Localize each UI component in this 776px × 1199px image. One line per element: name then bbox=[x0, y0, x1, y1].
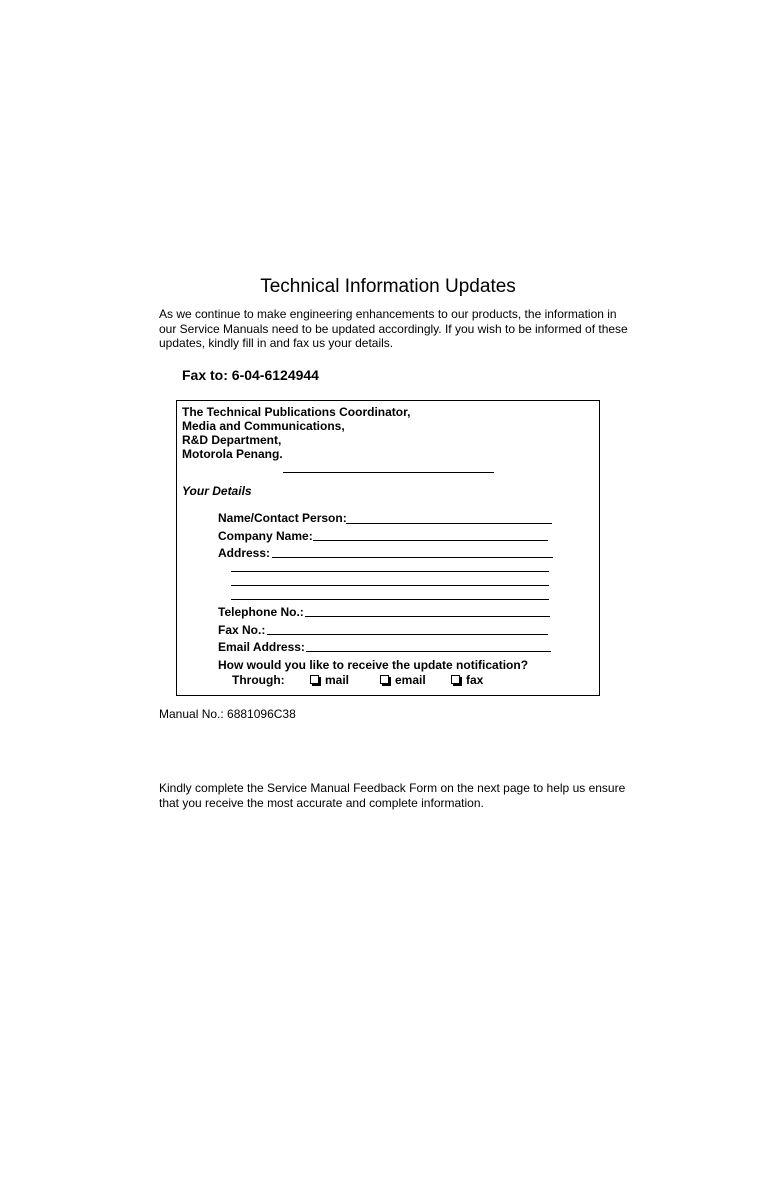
address-line: R&D Department, bbox=[182, 433, 282, 447]
address-label: Address: bbox=[218, 546, 271, 560]
address-field-line-1[interactable] bbox=[272, 557, 553, 558]
option-mail[interactable] bbox=[310, 673, 349, 687]
recipient-address bbox=[182, 405, 410, 461]
address-field-line-4[interactable] bbox=[231, 599, 549, 600]
address-line: The Technical Publications Coordinator, bbox=[182, 405, 411, 419]
manual-number: Manual No.: 6881096C38 bbox=[159, 707, 296, 721]
option-email[interactable] bbox=[380, 673, 426, 687]
fax-field[interactable] bbox=[267, 634, 548, 635]
divider bbox=[283, 472, 494, 473]
name-field[interactable] bbox=[346, 523, 552, 524]
address-field-line-3[interactable] bbox=[231, 585, 549, 586]
checkbox-icon[interactable] bbox=[380, 675, 389, 684]
option-fax[interactable] bbox=[451, 673, 483, 687]
closing-paragraph bbox=[159, 781, 629, 810]
your-details-heading: Your Details bbox=[182, 484, 252, 498]
address-field-line-2[interactable] bbox=[231, 571, 549, 572]
intro-line: updates, kindly fill in and fax us your details. bbox=[159, 336, 394, 350]
fax-label: Fax No.: bbox=[218, 623, 266, 637]
email-field[interactable] bbox=[306, 651, 551, 652]
option-label: mail bbox=[325, 673, 350, 687]
address-line: Media and Communications, bbox=[182, 419, 345, 433]
checkbox-icon[interactable] bbox=[451, 675, 460, 684]
through-label: Through: bbox=[232, 673, 285, 687]
fax-number-heading: Fax to: 6-04-6124944 bbox=[182, 367, 319, 383]
company-label: Company Name: bbox=[218, 529, 313, 543]
page-title: Technical Information Updates bbox=[260, 276, 516, 297]
notification-question: How would you like to receive the update notification? bbox=[218, 658, 529, 672]
telephone-label: Telephone No.: bbox=[218, 605, 304, 619]
intro-line: As we continue to make engineering enhancements to our products, the information in bbox=[159, 307, 617, 321]
intro-paragraph bbox=[159, 307, 629, 351]
address-line: Motorola Penang. bbox=[182, 447, 283, 461]
closing-line: that you receive the most accurate and complete information. bbox=[159, 795, 484, 810]
intro-line: our Service Manuals need to be updated accordingly. If you wish to be informed of these bbox=[159, 321, 628, 336]
closing-line: Kindly complete the Service Manual Feedback Form on the next page to help us ensure bbox=[159, 781, 626, 795]
name-label: Name/Contact Person: bbox=[218, 511, 347, 525]
telephone-field[interactable] bbox=[305, 616, 550, 617]
option-label: fax bbox=[466, 673, 484, 687]
email-label: Email Address: bbox=[218, 640, 305, 654]
checkbox-icon[interactable] bbox=[310, 675, 319, 684]
option-label: email bbox=[395, 673, 426, 687]
company-field[interactable] bbox=[313, 540, 548, 541]
